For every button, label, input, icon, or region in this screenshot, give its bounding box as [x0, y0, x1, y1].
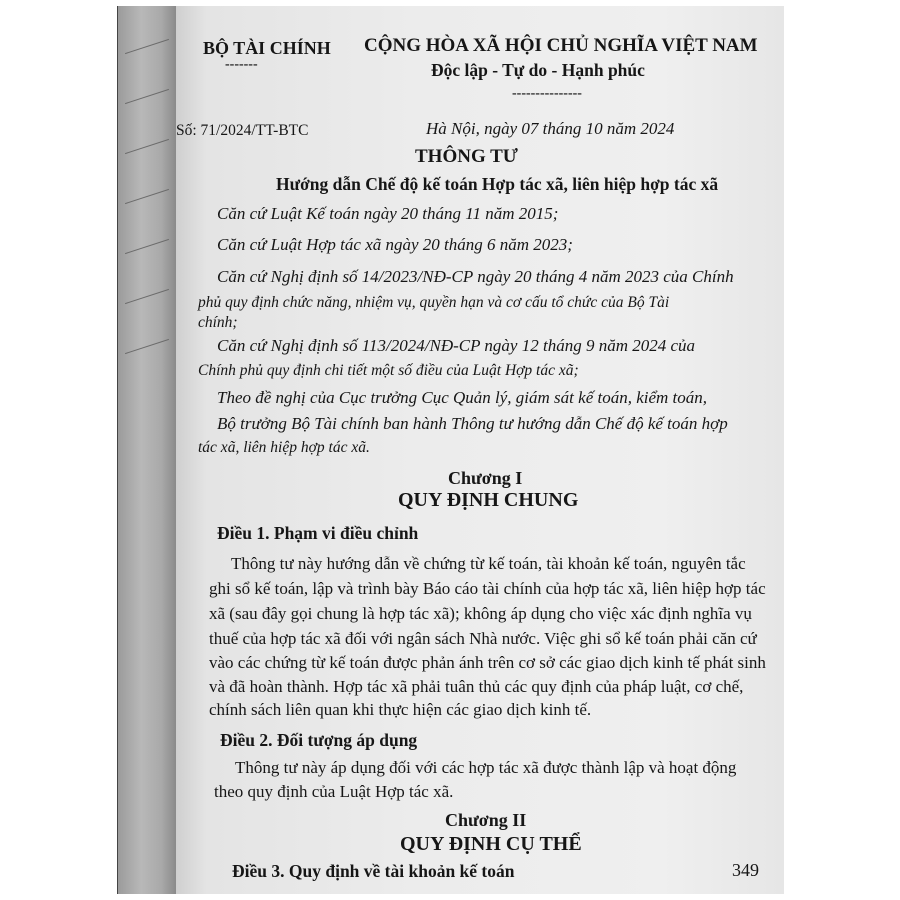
- place-and-date: Hà Nội, ngày 07 tháng 10 năm 2024: [426, 119, 675, 138]
- ministry-name: BỘ TÀI CHÍNH: [203, 38, 331, 58]
- preamble-line: Căn cứ Luật Kế toán ngày 20 tháng 11 năm 2015;: [217, 204, 559, 223]
- body-line: thuế của hợp tác xã đối với ngân sách Nhà nước. Việc ghi sổ kế toán phải căn cứ: [209, 629, 757, 648]
- ministry-rule: -------: [225, 57, 258, 72]
- book-binding-edge: [118, 6, 176, 894]
- article-heading: Điều 2. Đối tượng áp dụng: [220, 730, 418, 750]
- chapter-title: QUY ĐỊNH CỤ THỂ: [400, 833, 582, 855]
- body-line: vào các chứng từ kế toán được phản ánh trên cơ sở các giao dịch kinh tế phát sinh: [209, 653, 766, 672]
- document-title: THÔNG TƯ: [415, 146, 518, 167]
- body-line: và đã hoàn thành. Hợp tác xã phải tuân thủ các quy định của pháp luật, cơ chế,: [209, 677, 744, 696]
- article-heading: Điều 1. Phạm vi điều chỉnh: [217, 523, 419, 543]
- country-name: CỘNG HÒA XÃ HỘI CHỦ NGHĨA VIỆT NAM: [364, 35, 758, 56]
- body-line: xã (sau đây gọi chung là hợp tác xã); không áp dụng cho việc xác định nghĩa vụ: [209, 604, 752, 623]
- preamble-line: Căn cứ Luật Hợp tác xã ngày 20 tháng 6 năm 2023;: [217, 235, 573, 254]
- article-heading: Điều 3. Quy định về tài khoản kế toán: [232, 861, 515, 881]
- chapter-label: Chương II: [445, 810, 527, 830]
- body-line: theo quy định của Luật Hợp tác xã.: [214, 782, 454, 801]
- body-line: Thông tư này áp dụng đối với các hợp tác xã được thành lập và hoạt động: [235, 758, 737, 777]
- preamble-line: Theo đề nghị của Cục trưởng Cục Quản lý, giám sát kế toán, kiểm toán,: [217, 388, 708, 407]
- page-number: 349: [732, 860, 759, 880]
- chapter-title: QUY ĐỊNH CHUNG: [398, 489, 579, 511]
- preamble-line: chính;: [198, 314, 238, 331]
- preamble-line: Chính phủ quy định chi tiết một số điều của Luật Hợp tác xã;: [198, 362, 579, 379]
- preamble-line: Bộ trưởng Bộ Tài chính ban hành Thông tư hướng dẫn Chế độ kế toán hợp: [217, 414, 728, 433]
- motto-rule: ---------------: [512, 86, 582, 101]
- preamble-line: Căn cứ Nghị định số 113/2024/NĐ-CP ngày 12 tháng 9 năm 2024 của: [217, 336, 696, 355]
- preamble-line: Căn cứ Nghị định số 14/2023/NĐ-CP ngày 20 tháng 4 năm 2023 của Chính: [217, 267, 734, 286]
- national-motto: Độc lập - Tự do - Hạnh phúc: [431, 60, 645, 80]
- chapter-label: Chương I: [448, 468, 523, 488]
- body-line: ghi sổ kế toán, lập và trình bày Báo cáo tài chính của hợp tác xã, liên hiệp hợp tác: [209, 579, 766, 598]
- body-line: Thông tư này hướng dẫn về chứng từ kế toán, tài khoản kế toán, nguyên tắc: [231, 554, 746, 573]
- body-line: chính sách liên quan khi thực hiện các giao dịch kinh tế.: [209, 700, 592, 719]
- document-number: Số: 71/2024/TT-BTC: [176, 122, 309, 139]
- preamble-line: phủ quy định chức năng, nhiệm vụ, quyền hạn và cơ cấu tổ chức của Bộ Tài: [198, 294, 670, 311]
- book-page: [176, 6, 784, 894]
- book-photo: [117, 6, 784, 894]
- preamble-line: tác xã, liên hiệp hợp tác xã.: [198, 439, 370, 456]
- document-subtitle: Hướng dẫn Chế độ kế toán Hợp tác xã, liên hiệp hợp tác xã: [276, 174, 719, 194]
